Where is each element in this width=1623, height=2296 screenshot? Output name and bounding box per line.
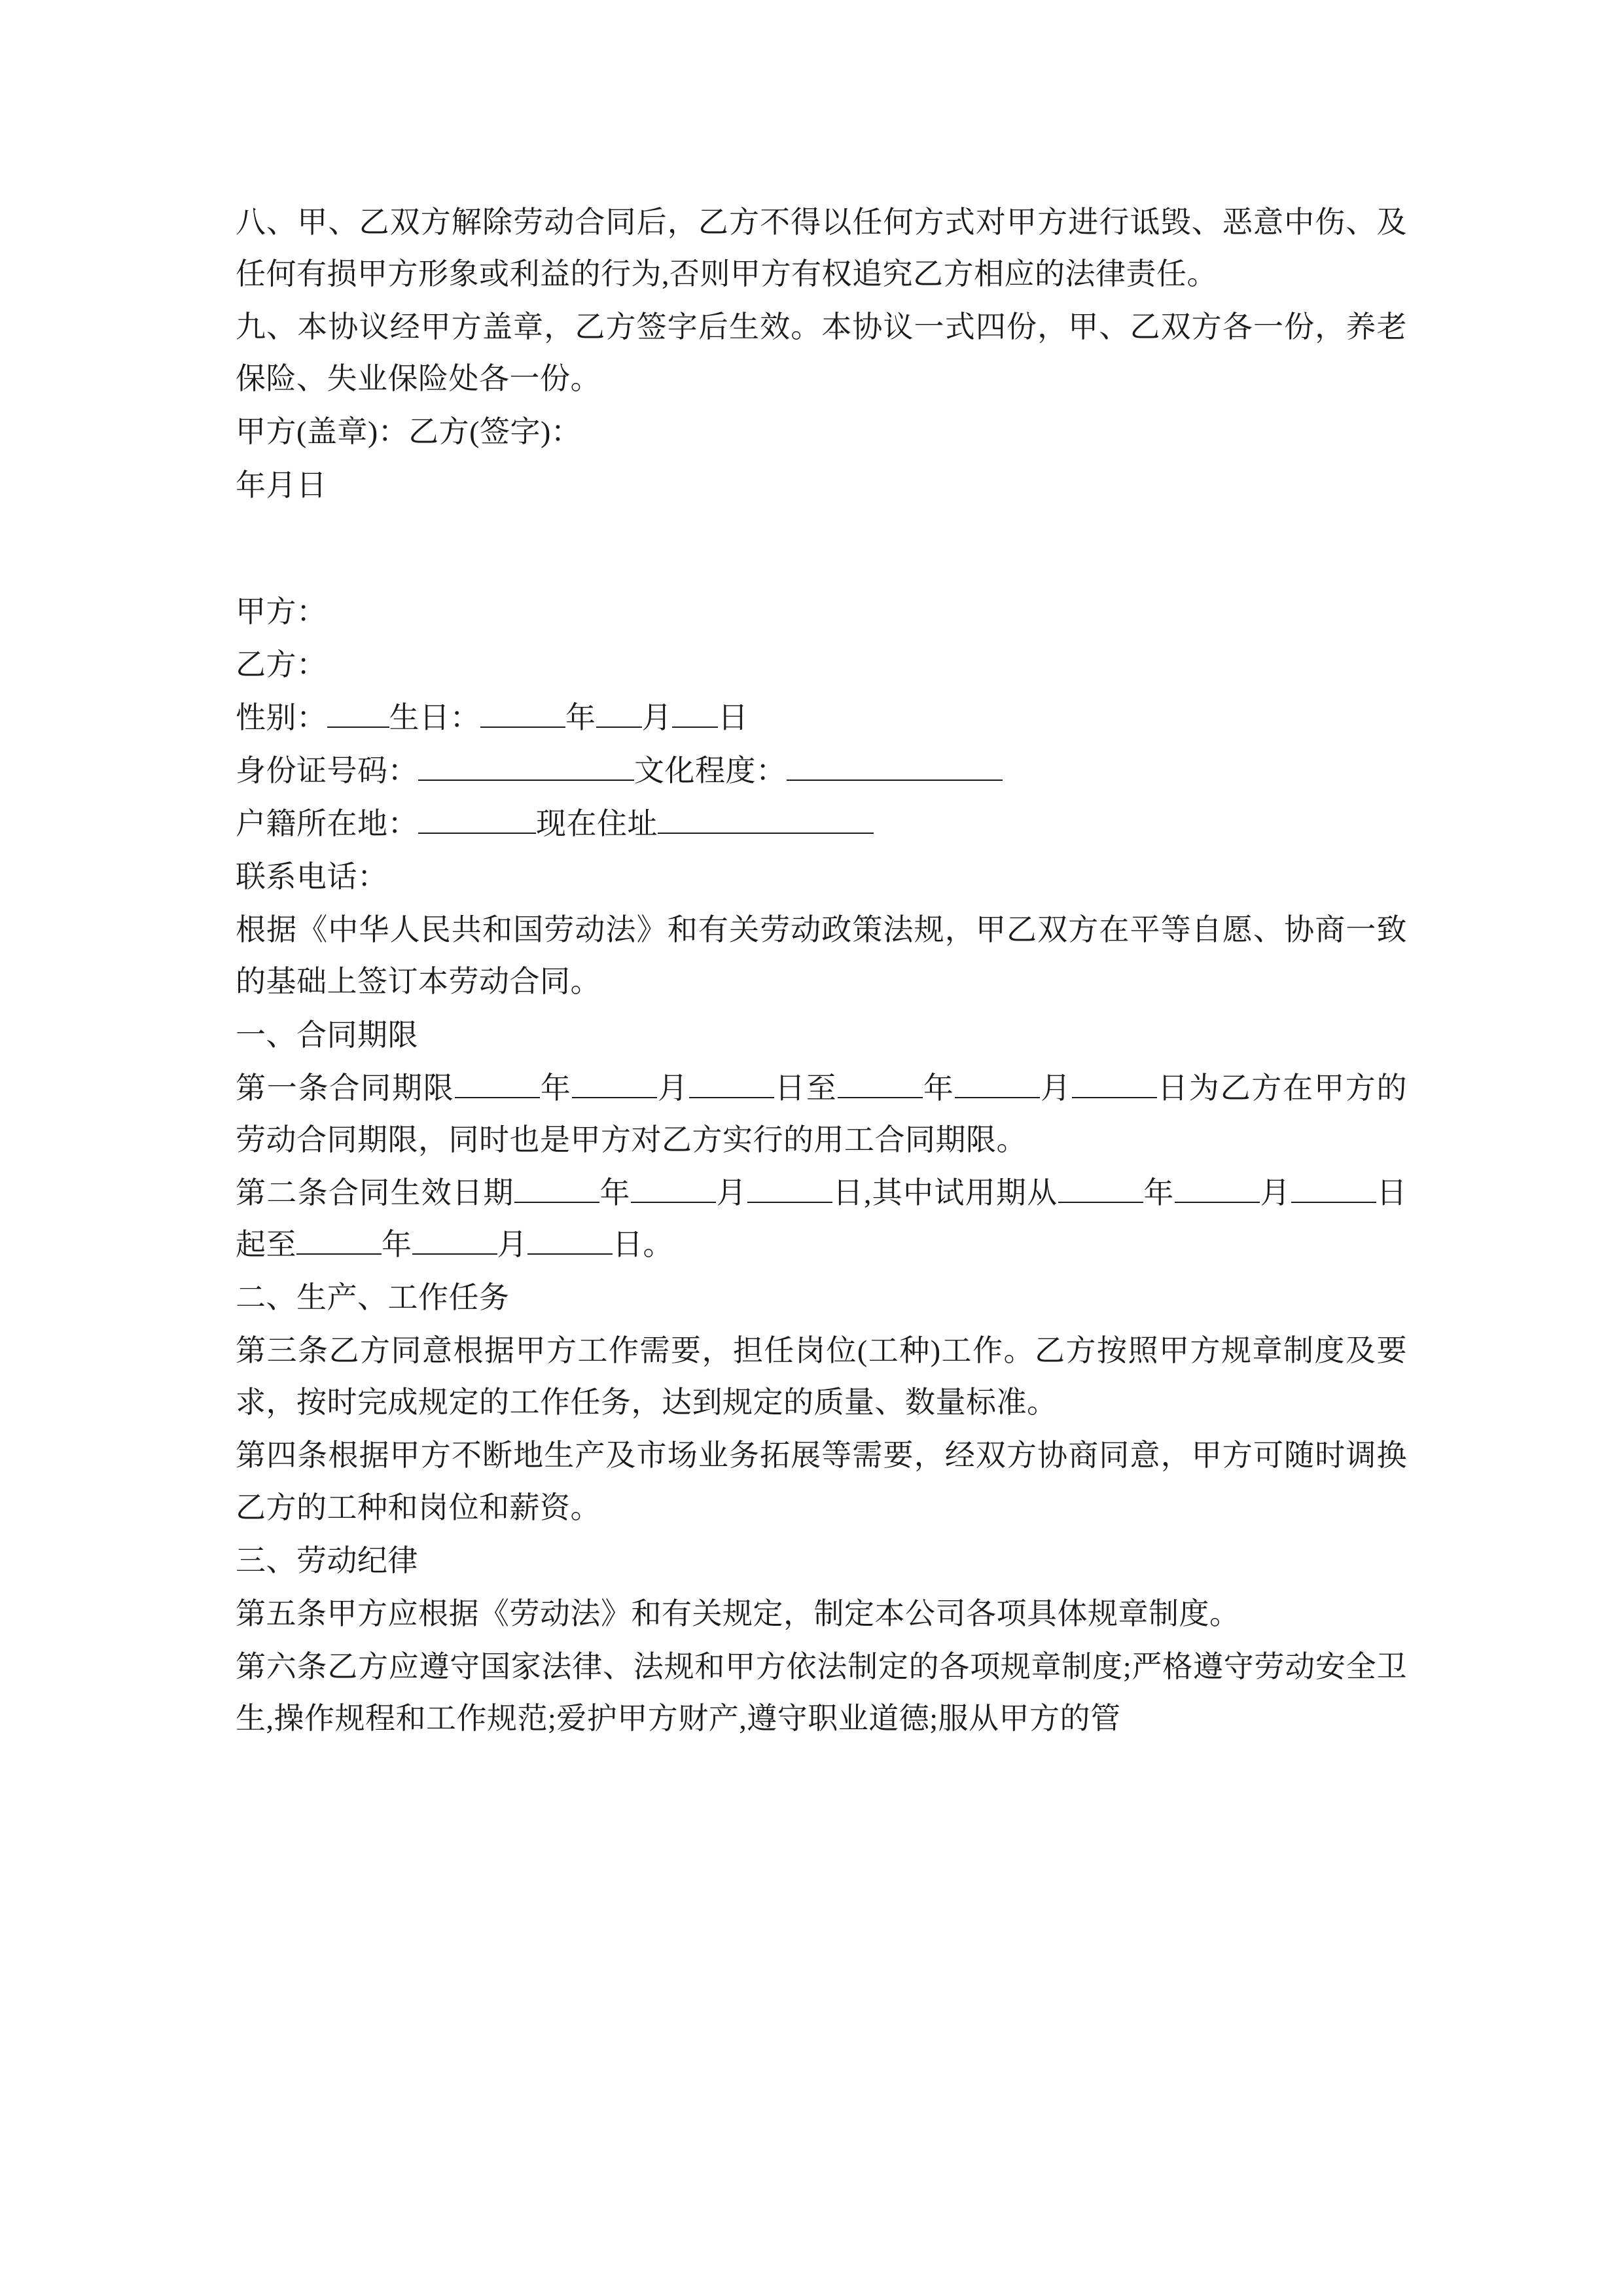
current-address-blank[interactable] (658, 833, 874, 834)
residence-fields (236, 798, 1407, 850)
clause-1-text-2: 年 (539, 1071, 572, 1105)
clause-5: 第五条甲方应根据《劳动法》和有关规定，制定本公司各项具体规章制度。 (236, 1596, 1240, 1630)
birth-day-blank[interactable] (672, 726, 718, 728)
gender-birth-fields (236, 692, 1407, 744)
clause-4: 第四条根据甲方不断地生产及市场业务拓展等需要，经双方协商同意，甲方可随时调换乙方的工种和岗位和薪资。 (236, 1439, 1407, 1524)
registered-residence-label: 户籍所在地： (236, 807, 418, 841)
clause-2-blank-11[interactable] (1291, 1202, 1376, 1203)
signature-line: 甲方(盖章)：乙方(签字)： (236, 415, 582, 449)
section-gap (236, 512, 1407, 586)
birth-year-unit: 年 (565, 700, 596, 734)
paragraph-clause-9: 九、本协议经甲方盖章，乙方签字后生效。本协议一式四份，甲、乙双方各一份，养老保险、失业保险处各一份。 (236, 310, 1407, 396)
clause-2-text-14: 年 (382, 1227, 412, 1261)
clause-1-text-6: 日至 (774, 1071, 838, 1105)
clause-1-blank-9[interactable] (955, 1097, 1040, 1098)
clause-1-text-4: 月 (656, 1071, 689, 1105)
clause-2-text-6: 日,其中试用期从 (832, 1175, 1058, 1210)
party-b-label: 乙方： (236, 647, 327, 681)
clause-3: 第三条乙方同意根据甲方工作需要，担任岗位(工种)工作。乙方按照甲方规章制度及要求，按时完成规定的工作任务，达到规定的质量、数量标准。 (236, 1334, 1407, 1420)
clause-6: 第六条乙方应遵守国家法律、法规和甲方依法制定的各项规章制度;严格遵守劳动安全卫生,操作规程和工作规范;爱护甲方财产,遵守职业道德;服从甲方的管 (236, 1649, 1407, 1735)
phone-label: 联系电话： (236, 860, 388, 894)
document-body (236, 196, 1407, 1744)
birth-label: 生日： (389, 700, 480, 734)
paragraph-clause-8: 八、甲、乙双方解除劳动合同后，乙方不得以任何方式对甲方进行诋毁、恶意中伤、及任何有损甲方形象或利益的行为,否则甲方有权追究乙方相应的法律责任。 (236, 206, 1407, 291)
birth-month-blank[interactable] (596, 726, 642, 728)
section-2-heading: 二、生产、工作任务 (236, 1281, 510, 1315)
section-1-heading: 一、合同期限 (236, 1018, 418, 1052)
clause-2-text-16: 月 (497, 1227, 527, 1261)
clause-2 (236, 1167, 1407, 1270)
phone-field (236, 851, 1407, 903)
clause-2-blank-1[interactable] (514, 1202, 599, 1203)
clause-2-text-12: 日起至 (236, 1175, 1408, 1261)
clause-2-blank-15[interactable] (412, 1253, 497, 1255)
birth-day-unit: 日 (718, 700, 749, 734)
clause-2-blank-13[interactable] (296, 1253, 382, 1255)
clause-1-text-0: 第一条合同期限 (236, 1071, 455, 1105)
clause-2-blank-3[interactable] (631, 1202, 716, 1203)
clause-2-text-2: 年 (599, 1175, 631, 1210)
clause-1-blank-11[interactable] (1072, 1097, 1157, 1098)
clause-1 (236, 1062, 1407, 1166)
birth-year-blank[interactable] (480, 726, 565, 728)
clause-1-blank-3[interactable] (572, 1097, 657, 1098)
current-address-label: 现在住址 (536, 807, 658, 841)
clause-1-text-8: 年 (922, 1071, 955, 1105)
clause-2-text-10: 月 (1259, 1175, 1291, 1210)
clause-2-text-18: 日。 (613, 1227, 673, 1261)
clause-2-blank-17[interactable] (527, 1253, 613, 1255)
clause-1-blank-7[interactable] (838, 1097, 923, 1098)
birth-month-unit: 月 (641, 700, 672, 734)
preamble-paragraph: 根据《中华人民共和国劳动法》和有关劳动政策法规，甲乙双方在平等自愿、协商一致的基础上签订本劳动合同。 (236, 913, 1407, 999)
clause-2-blank-9[interactable] (1175, 1202, 1260, 1203)
id-education-fields (236, 745, 1407, 797)
id-number-blank[interactable] (418, 780, 634, 781)
education-label: 文化程度： (634, 753, 787, 787)
clause-1-text-10: 月 (1039, 1071, 1072, 1105)
section-3-heading: 三、劳动纪律 (236, 1543, 418, 1577)
education-blank[interactable] (787, 780, 1003, 781)
gender-blank[interactable] (327, 726, 389, 728)
clause-1-text-12: 日为乙方在甲方的劳动合同期限，同时也是甲方对乙方实行的用工合同期限。 (236, 1071, 1408, 1157)
clause-1-blank-5[interactable] (689, 1097, 774, 1098)
clause-2-blank-5[interactable] (747, 1202, 832, 1203)
clause-2-text-8: 年 (1143, 1175, 1175, 1210)
clause-1-blank-1[interactable] (455, 1097, 540, 1098)
gender-label: 性别： (236, 700, 327, 734)
party-a-label: 甲方： (236, 594, 327, 628)
date-line: 年月日 (236, 468, 327, 502)
clause-2-blank-7[interactable] (1058, 1202, 1143, 1203)
clause-2-text-0: 第二条合同生效日期 (236, 1175, 514, 1210)
registered-residence-blank[interactable] (418, 833, 536, 834)
clause-2-text-4: 月 (715, 1175, 747, 1210)
id-number-label: 身份证号码： (236, 753, 418, 787)
